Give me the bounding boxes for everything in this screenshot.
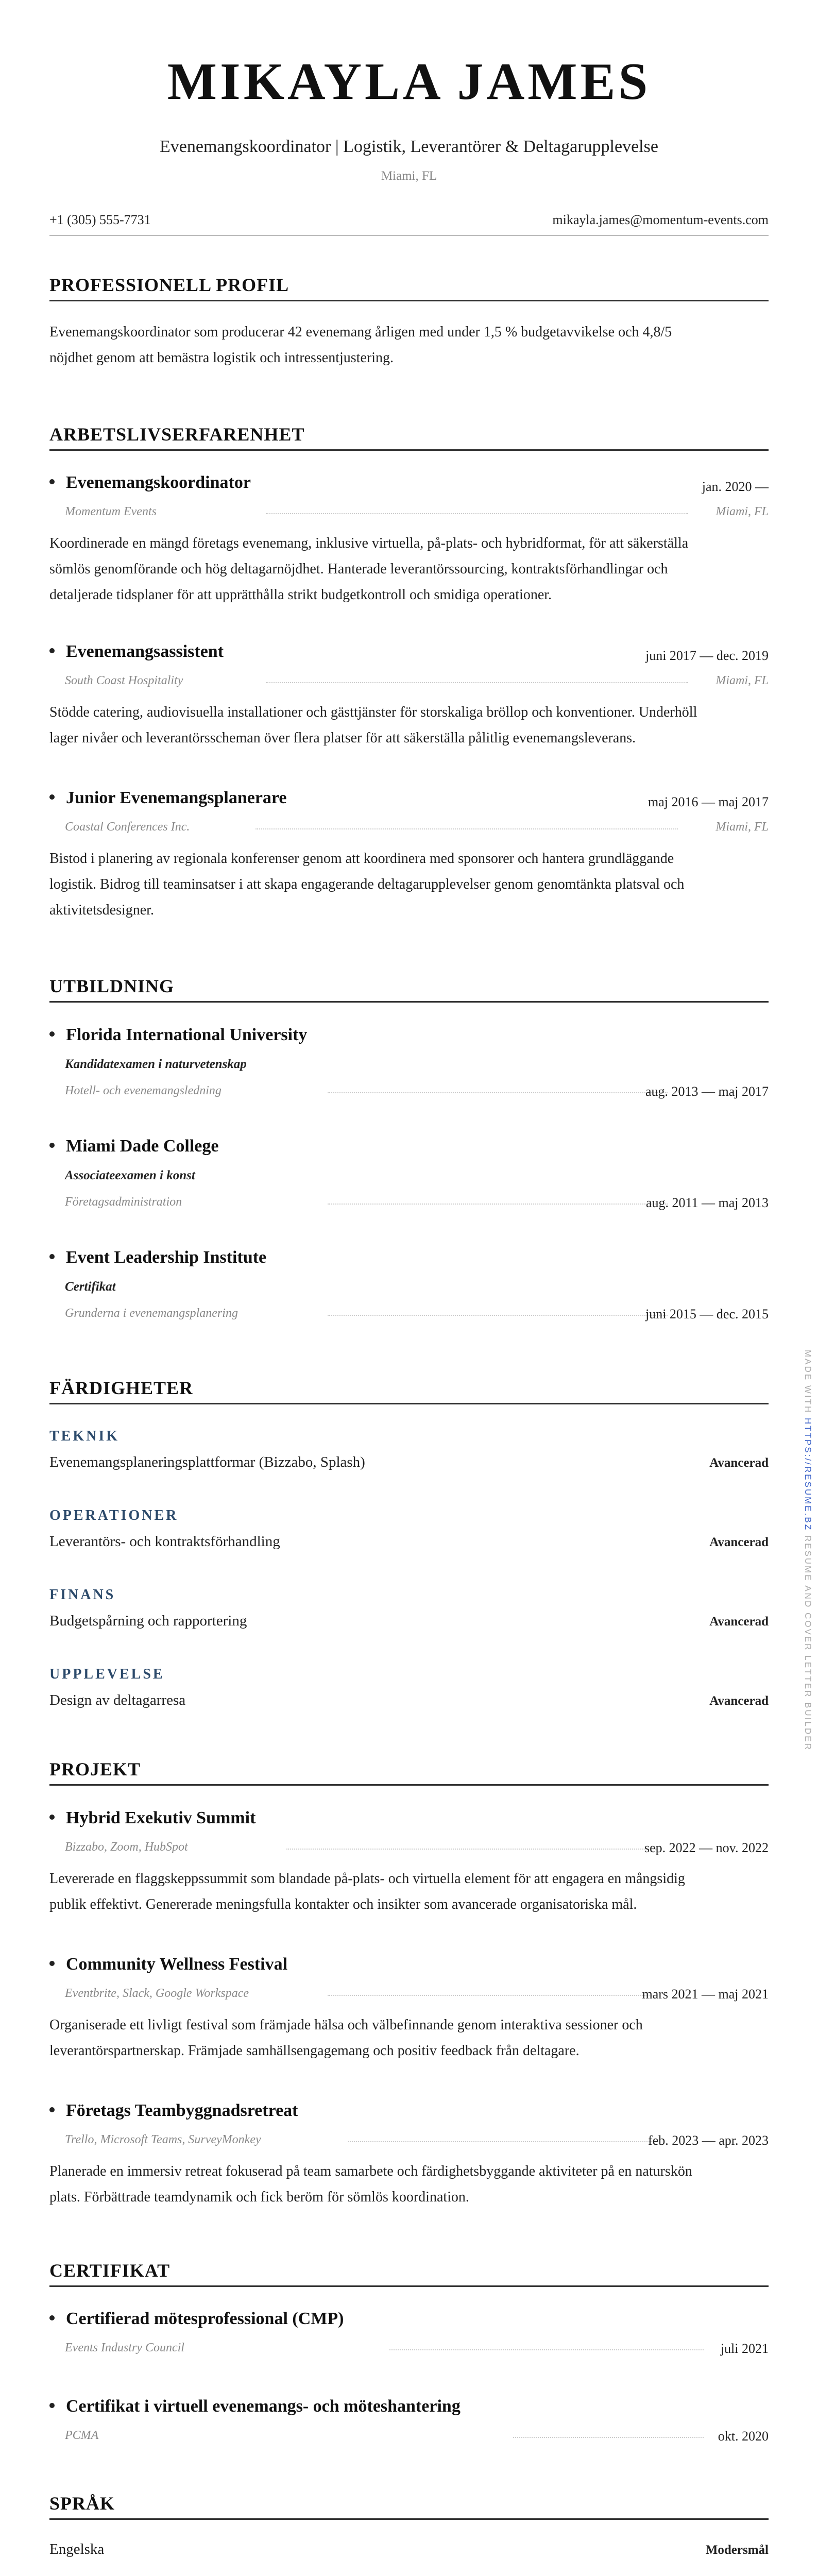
- project-tools: Trello, Microsoft Teams, SurveyMonkey: [65, 2133, 261, 2146]
- skill-level: Avancerad: [709, 1615, 769, 1629]
- section-title-education: UTBILDNING: [49, 976, 175, 996]
- bullet-icon: [49, 1143, 55, 1148]
- job-description-line: logistik. Bidrog till teaminsatser i att skapa engagerande deltagarupplevelser genom genomtänkta platsval och: [49, 876, 685, 892]
- project-date: mars 2021 — maj 2021: [642, 1987, 769, 2002]
- section-rule: [49, 1403, 769, 1404]
- dotted-leader: [328, 1995, 657, 1996]
- school-name: Event Leadership Institute: [49, 1248, 266, 1267]
- profile-line: Evenemangskoordinator som producerar 42 evenemang årligen med under 1,5 % budgetavvikelse och 4,8/5: [49, 324, 672, 340]
- dotted-leader: [348, 2141, 657, 2142]
- job-location: Miami, FL: [715, 820, 769, 834]
- skill-category: FINANS: [49, 1587, 116, 1603]
- project-date: feb. 2023 — apr. 2023: [648, 2133, 769, 2148]
- project-title: Hybrid Exekutiv Summit: [49, 1808, 255, 1828]
- dotted-leader: [328, 1204, 668, 1205]
- section-title-certificates: CERTIFIKAT: [49, 2260, 171, 2281]
- skill-level: Avancerad: [709, 1535, 769, 1549]
- school-name: Florida International University: [49, 1025, 307, 1045]
- project-title: Företags Teambyggnadsretreat: [49, 2101, 298, 2121]
- skill-category: UPPLEVELSE: [49, 1666, 165, 1682]
- bullet-icon: [49, 479, 55, 484]
- skill-name: Design av deltagarresa: [49, 1692, 186, 1708]
- email-address[interactable]: mikayla.james@momentum-events.com: [552, 212, 769, 227]
- degree: Associateexamen i konst: [65, 1168, 195, 1182]
- education-date: aug. 2011 — maj 2013: [645, 1195, 769, 1210]
- watermark-suffix: RESUME AND COVER LETTER BUILDER: [803, 1535, 813, 1751]
- field-of-study: Företagsadministration: [65, 1195, 182, 1209]
- dotted-leader: [328, 1092, 668, 1093]
- bullet-icon: [49, 1031, 55, 1037]
- degree: Kandidatexamen i naturvetenskap: [65, 1057, 247, 1071]
- certificate-issuer: Events Industry Council: [65, 2341, 184, 2354]
- section-title-projects: PROJEKT: [49, 1759, 141, 1780]
- job-description-line: detaljerade tidsplaner för att upprätthålla strikt budgetkontroll och smidiga operationer.: [49, 587, 552, 603]
- field-of-study: Hotell- och evenemangsledning: [65, 1084, 221, 1097]
- job-company: South Coast Hospitality: [65, 674, 183, 687]
- field-of-study: Grunderna i evenemangsplanering: [65, 1307, 238, 1320]
- section-title-languages: SPRÅK: [49, 2493, 115, 2514]
- project-description-line: Levererade en flaggskeppssummit som blandade på-plats- och virtuella element för att engagera en mångsidig: [49, 1871, 685, 1887]
- watermark-prefix: MADE WITH: [803, 1350, 813, 1414]
- profile-line: nöjdhet genom att bemästra logistik och intressentjustering.: [49, 350, 394, 366]
- language-name: Engelska: [49, 2541, 105, 2557]
- job-title: Evenemangsassistent: [49, 642, 224, 662]
- job-description-line: sömlös genomförande och hög deltagarnöjdhet. Hanterade leverantörssourcing, kontraktsförhandlingar och: [49, 561, 668, 577]
- project-description-line: Planerade en immersiv retreat fokuserad på team samarbete och färdighetsbyggande aktiviteter på en naturskön: [49, 2163, 692, 2179]
- certificate-title: Certifierad mötesprofessional (CMP): [49, 2309, 344, 2329]
- project-date: sep. 2022 — nov. 2022: [644, 1840, 769, 1855]
- bullet-icon: [49, 1254, 55, 1259]
- bullet-icon: [49, 2107, 55, 2112]
- section-title-skills: FÄRDIGHETER: [49, 1378, 194, 1398]
- job-title: Evenemangskoordinator: [49, 473, 251, 493]
- skill-level: Avancerad: [709, 1694, 769, 1708]
- bullet-icon: [49, 1961, 55, 1966]
- section-rule: [49, 300, 769, 301]
- education-date: juni 2015 — dec. 2015: [645, 1307, 769, 1321]
- certificate-title: Certifikat i virtuell evenemangs- och möteshantering: [49, 2397, 461, 2416]
- job-location: Miami, FL: [715, 505, 769, 518]
- dotted-leader: [513, 2437, 704, 2438]
- section-rule: [49, 449, 769, 451]
- dotted-leader: [286, 1849, 657, 1850]
- section-title-experience: ARBETSLIVSERFARENHET: [49, 424, 305, 445]
- job-company: Coastal Conferences Inc.: [65, 820, 190, 834]
- job-description-line: lager nivåer och leverantörsscheman över flera platser för att säkerställa pålitlig evenemangsleverans.: [49, 730, 636, 746]
- dotted-leader: [389, 2349, 704, 2350]
- phone-number[interactable]: +1 (305) 555-7731: [49, 212, 151, 227]
- section-title-profile: PROFESSIONELL PROFIL: [49, 275, 289, 295]
- section-rule: [49, 1784, 769, 1786]
- skill-category: OPERATIONER: [49, 1507, 179, 1523]
- school-name: Miami Dade College: [49, 1137, 219, 1156]
- certificate-date: juli 2021: [720, 2341, 769, 2356]
- candidate-location: Miami, FL: [381, 169, 437, 183]
- dotted-leader: [328, 1315, 668, 1316]
- bullet-icon: [49, 2315, 55, 2320]
- job-description-line: Bistod i planering av regionala konferenser genom att koordinera med sponsorer och hantera grundläggande: [49, 851, 674, 867]
- header-divider: [49, 235, 769, 236]
- language-level: Modersmål: [705, 2543, 769, 2557]
- job-company: Momentum Events: [65, 505, 157, 518]
- job-date: maj 2016 — maj 2017: [648, 794, 769, 809]
- candidate-headline: Evenemangskoordinator | Logistik, Leverantörer & Deltagarupplevelse: [160, 137, 658, 156]
- project-description-line: leverantörspartnerskap. Främjade samhällsengagemang och positiv feedback från deltagare.: [49, 2043, 580, 2059]
- education-date: aug. 2013 — maj 2017: [645, 1084, 769, 1099]
- bullet-icon: [49, 1815, 55, 1820]
- job-title: Junior Evenemangsplanerare: [49, 788, 287, 808]
- degree: Certifikat: [65, 1280, 116, 1294]
- skill-level: Avancerad: [709, 1456, 769, 1470]
- skill-name: Budgetspårning och rapportering: [49, 1613, 247, 1629]
- section-rule: [49, 1001, 769, 1003]
- job-location: Miami, FL: [715, 674, 769, 687]
- bullet-icon: [49, 794, 55, 800]
- dotted-leader: [255, 828, 678, 829]
- job-date: jan. 2020 —: [702, 479, 769, 494]
- project-description-line: publik effektivt. Genererade meningsfulla kontakter och insikter som avancerade organisatoriska mål.: [49, 1896, 637, 1912]
- job-description-line: Koordinerade en mängd företags evenemang, inklusive virtuella, på-plats- och hybridformat, för att säkerställa: [49, 535, 689, 551]
- dotted-leader: [266, 682, 688, 683]
- project-description-line: plats. Förbättrade teamdynamik och fick beröm för sömlös koordination.: [49, 2189, 469, 2205]
- project-tools: Eventbrite, Slack, Google Workspace: [65, 1987, 249, 2000]
- bullet-icon: [49, 648, 55, 653]
- project-title: Community Wellness Festival: [49, 1955, 287, 1974]
- skill-category: TEKNIK: [49, 1428, 120, 1444]
- certificate-date: okt. 2020: [718, 2429, 769, 2444]
- builder-watermark: [803, 1350, 813, 1751]
- skill-name: Evenemangsplaneringsplattformar (Bizzabo, Splash): [49, 1454, 365, 1470]
- job-description-line: Stödde catering, audiovisuella installationer och gästtjänster för storskaliga bröllop och konventioner. Underhöll: [49, 704, 697, 720]
- watermark-link[interactable]: HTTPS://RESUME.BZ: [803, 1418, 813, 1532]
- section-rule: [49, 2285, 769, 2287]
- job-description-line: aktivitetsdesigner.: [49, 902, 154, 918]
- project-tools: Bizzabo, Zoom, HubSpot: [65, 1840, 188, 1854]
- project-description-line: Organiserade ett livligt festival som främjade hälsa och välbefinnande genom interaktiva sessioner och: [49, 2017, 643, 2033]
- section-rule: [49, 2518, 769, 2520]
- dotted-leader: [266, 513, 688, 514]
- bullet-icon: [49, 2403, 55, 2408]
- candidate-name: MIKAYLA JAMES: [167, 53, 651, 111]
- skill-name: Leverantörs- och kontraktsförhandling: [49, 1533, 280, 1550]
- job-date: juni 2017 — dec. 2019: [645, 648, 769, 663]
- certificate-issuer: PCMA: [65, 2429, 99, 2442]
